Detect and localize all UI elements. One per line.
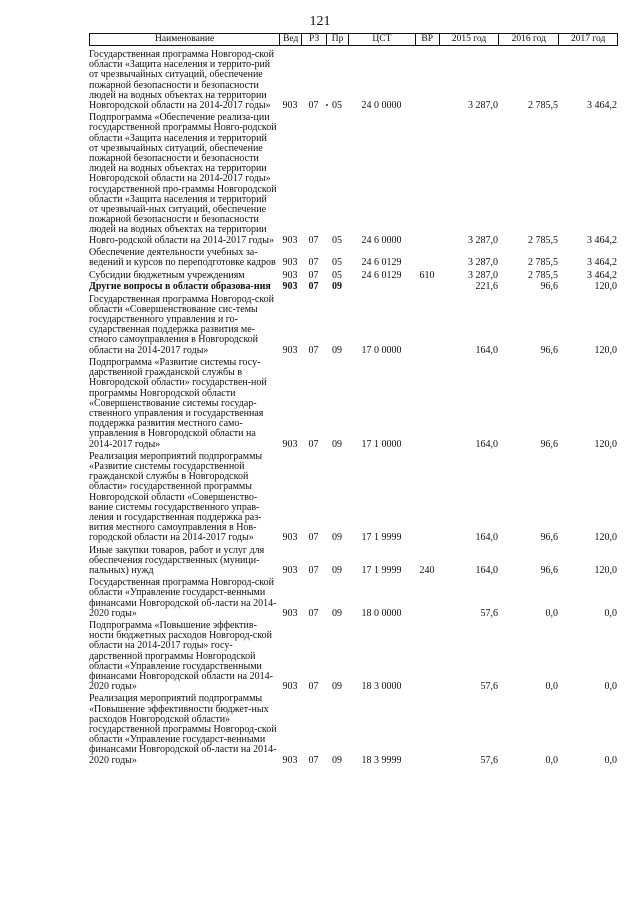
row-rz: 07 — [308, 532, 319, 544]
row-cst: 18 3 9999 — [361, 754, 402, 766]
table-header — [89, 33, 618, 46]
row-cst: 18 3 0000 — [361, 681, 402, 693]
table-row — [89, 113, 618, 246]
header-2015: 2015 год — [439, 34, 499, 45]
row-ved: 903 — [282, 234, 298, 246]
row-2016: 96,6 — [540, 564, 558, 576]
row-2015: 164,0 — [475, 564, 498, 576]
row-pr: 09 — [332, 532, 342, 544]
row-cst: 17 1 9999 — [361, 532, 402, 544]
row-2016: 96,6 — [540, 281, 558, 293]
row-pr: 05 — [332, 234, 342, 246]
row-cst: 24 6 0129 — [361, 270, 402, 282]
header-2017: 2017 год — [558, 34, 617, 45]
row-rz: 07 — [308, 564, 319, 576]
table-row — [89, 50, 618, 111]
table-row — [89, 578, 618, 619]
row-pr: 05 — [332, 270, 342, 282]
row-name: Другие вопросы в области образова-ния — [89, 281, 271, 293]
row-2016: 2 785,5 — [528, 100, 558, 112]
row-rz: 07 — [308, 438, 319, 450]
row-name: Подпрограмма «Повышение эффектив-ности бюджетных расходов Новгород-ской области на 2014-2017 годы» госу-дарственной программы Новгородской области «Управление государственными финансами Новгородской области на 2014-2020 годы» — [89, 619, 273, 693]
row-2016: 96,6 — [540, 438, 558, 450]
row-pr: 05 — [332, 257, 342, 269]
row-name: Подпрограмма «Обеспечение реализа-ции государственной программы Новго-родской области «Защита населения и территорий от чрезвычайных ситуаций, обеспечение пожарной безопасности и безопасности людей на водных объектах на территории Новгородской области на 2014-2017 годы» государственной про-граммы Новгородской области «Защита населения и территорий от чрезвычай-ных ситуаций, обеспечение пожарной безопасности и безопасности людей на водных объектах на территории Новго-родской области на 2014-2017 годы» — [89, 112, 277, 246]
header-ved: Вед — [279, 34, 301, 45]
row-pr: 09 — [332, 607, 342, 619]
row-2015: 3 287,0 — [468, 100, 498, 112]
row-2017: 0,0 — [604, 607, 617, 619]
row-name: Государственная программа Новгород-ской области «Управление государст-венными финансами Новгородской об-ласти на 2014-2020 годы» — [89, 577, 277, 619]
row-ved: 903 — [282, 281, 298, 293]
row-name: Государственная программа Новгород-ской области «Защита населения и террито-рий от чрезвычайных ситуаций, обеспечение пожарной безопасности и безопасности людей на водных объектах на территории Новгородской области на 2014-2017 годы» — [89, 49, 274, 112]
page-number: 121 — [309, 14, 331, 29]
row-ved: 903 — [282, 270, 298, 282]
row-rz: 07 — [308, 281, 319, 293]
row-2017: 120,0 — [594, 438, 617, 450]
table-row — [89, 358, 618, 450]
row-rz: 07 — [308, 607, 319, 619]
row-pr: 09 — [332, 681, 342, 693]
row-cst: 17 0 0000 — [361, 344, 402, 356]
row-pr: 09 — [332, 564, 342, 576]
row-2015: 164,0 — [475, 438, 498, 450]
row-2015: 57,6 — [480, 607, 498, 619]
row-rz: 07 — [308, 754, 319, 766]
row-cst: 17 1 0000 — [361, 438, 402, 450]
row-vr: 240 — [419, 564, 435, 576]
row-pr: 05 — [332, 100, 342, 112]
row-2015: 57,6 — [480, 754, 498, 766]
row-2017: 3 464,2 — [587, 270, 617, 282]
row-2017: 3 464,2 — [587, 234, 617, 246]
table-row — [89, 694, 618, 765]
row-2015: 164,0 — [475, 532, 498, 544]
row-ved: 903 — [282, 344, 298, 356]
table-row — [89, 295, 618, 356]
table-row — [89, 271, 618, 281]
row-pr: 09 — [332, 438, 342, 450]
row-ved: 903 — [282, 438, 298, 450]
header-rz: РЗ — [301, 34, 326, 45]
header-2016: 2016 год — [498, 34, 558, 45]
row-2017: 120,0 — [594, 532, 617, 544]
row-2016: 0,0 — [545, 607, 558, 619]
row-2016: 0,0 — [545, 681, 558, 693]
row-name: Государственная программа Новгород-ской области «Совершенствование сис-темы государственного управления и го-сударственная поддержка развития ме-стного самоуправления в Новгородской области на 2014-2017 годы» — [89, 293, 274, 356]
row-2017: 120,0 — [594, 564, 617, 576]
row-rz: 07 — [308, 270, 319, 282]
row-2016: 2 785,5 — [528, 234, 558, 246]
row-rz: 07 — [308, 100, 319, 112]
row-ved: 903 — [282, 257, 298, 269]
row-2015: 221,6 — [475, 281, 498, 293]
row-2016: 96,6 — [540, 532, 558, 544]
row-cst: 17 1 9999 — [361, 564, 402, 576]
row-name: Реализация мероприятий подпрограммы «Повышение эффективности бюджет-ных расходов Новгородской области» государственной программы Новгород-ской области «Управление государст-венными финансами Новгородской об-ласти на 2014-2020 годы» — [89, 693, 277, 766]
row-ved: 903 — [282, 754, 298, 766]
header-pr: Пр — [326, 34, 348, 45]
row-2016: 96,6 — [540, 344, 558, 356]
row-pr: 09 — [332, 344, 342, 356]
row-2016: 2 785,5 — [528, 257, 558, 269]
row-2017: 120,0 — [594, 344, 617, 356]
row-pr: 09 — [332, 754, 342, 766]
header-name: Наименование — [155, 34, 215, 44]
row-rz: 07 — [308, 234, 319, 246]
row-name: Подпрограмма «Развитие системы госу-дарственной гражданской службы в Новгородской области» государствен-ной программы Новгородской области «Совершенствование системы государ-ственного управления и государственная поддержка развития местного само-управления в Новгородской области на 2014-2017 годы» — [89, 356, 267, 450]
budget-table-body — [89, 47, 618, 766]
row-2016: 0,0 — [545, 754, 558, 766]
row-2017: 3 464,2 — [587, 100, 617, 112]
scan-speck — [326, 104, 328, 106]
row-2015: 3 287,0 — [468, 257, 498, 269]
header-vr: ВР — [415, 34, 439, 45]
row-rz: 07 — [308, 344, 319, 356]
row-rz: 07 — [308, 681, 319, 693]
row-ved: 903 — [282, 607, 298, 619]
row-ved: 903 — [282, 681, 298, 693]
row-2017: 0,0 — [604, 681, 617, 693]
row-name: Иные закупки товаров, работ и услуг для обеспечения государственных (муници-пальных) нужд — [89, 544, 265, 576]
row-cst: 24 0 0000 — [361, 100, 402, 112]
table-row — [89, 546, 618, 577]
row-name: Обеспечение деятельности учебных за-ведений и курсов по переподготовке кадров — [89, 246, 276, 269]
row-ved: 903 — [282, 564, 298, 576]
row-cst: 24 6 0129 — [361, 257, 402, 269]
header-cst: ЦСТ — [348, 34, 415, 45]
row-name: Субсидии бюджетным учреждениям — [89, 270, 245, 282]
row-vr: 610 — [419, 270, 435, 282]
table-row — [89, 621, 618, 692]
row-rz: 07 — [308, 257, 319, 269]
row-2017: 0,0 — [604, 754, 617, 766]
table-row — [89, 452, 618, 544]
row-name: Реализация мероприятий подпрограммы «Развитие системы государственной гражданской службы в Новгородской области» государственной программы Новгородской области «Совершенство-вание системы государственного управ-ления и государственная поддержка раз-вития местного самоуправления в Нов-городской области на 2014-2017 годы» — [89, 450, 263, 544]
row-ved: 903 — [282, 532, 298, 544]
row-pr: 09 — [332, 281, 342, 293]
row-2015: 3 287,0 — [468, 270, 498, 282]
row-2016: 2 785,5 — [528, 270, 558, 282]
row-cst: 24 6 0000 — [361, 234, 402, 246]
row-2017: 3 464,2 — [587, 257, 617, 269]
row-2015: 3 287,0 — [468, 234, 498, 246]
table-row — [89, 282, 618, 292]
row-cst: 18 0 0000 — [361, 607, 402, 619]
row-2015: 57,6 — [480, 681, 498, 693]
row-2015: 164,0 — [475, 344, 498, 356]
table-row — [89, 248, 618, 268]
row-ved: 903 — [282, 100, 298, 112]
row-2017: 120,0 — [594, 281, 617, 293]
